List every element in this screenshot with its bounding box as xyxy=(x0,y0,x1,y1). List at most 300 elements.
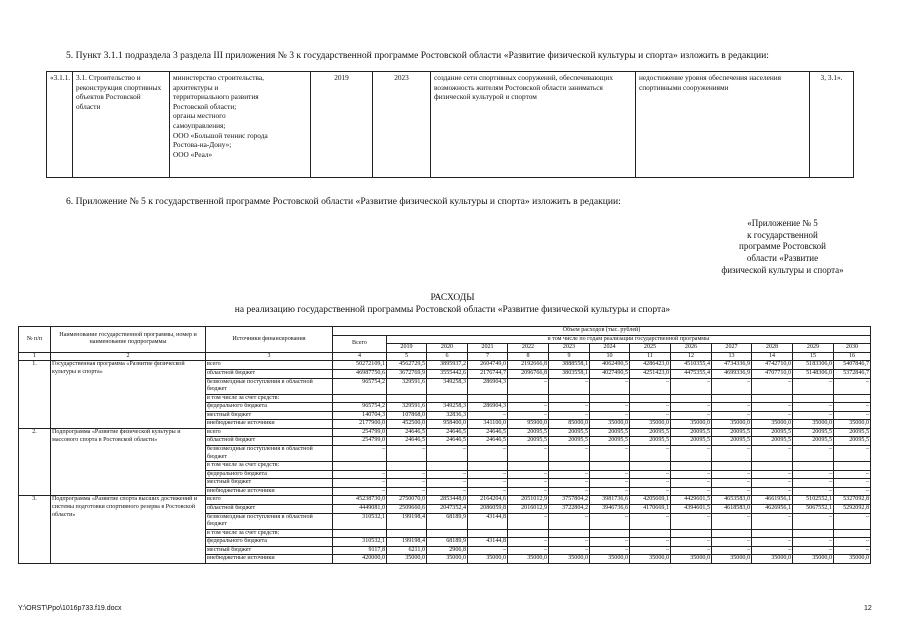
year-value: 43144,8 xyxy=(468,513,508,529)
year-value: 2016012,9 xyxy=(508,504,549,513)
year-value: – xyxy=(793,479,834,488)
year-value: 24646,5 xyxy=(387,428,427,437)
year-value: – xyxy=(712,538,752,547)
year-value: 2750070,0 xyxy=(387,496,427,505)
year-value xyxy=(834,462,871,471)
year-value xyxy=(752,529,793,538)
column-index: 5 xyxy=(387,352,427,361)
year-value: 35000,0 xyxy=(752,555,793,564)
funding-source: федерального бюджета xyxy=(206,403,333,412)
year-value: – xyxy=(712,411,752,420)
year-value: – xyxy=(468,411,508,420)
year-value xyxy=(630,462,671,471)
year-value: – xyxy=(549,378,590,394)
year-value xyxy=(427,394,468,403)
year-value: – xyxy=(712,378,752,394)
indicator-link: 3, 3.1». xyxy=(810,72,854,178)
year-value: – xyxy=(508,446,549,462)
year-value: – xyxy=(508,487,549,496)
year-value: 20095,5 xyxy=(630,428,671,437)
year-value: 35000,0 xyxy=(630,420,671,429)
year-value xyxy=(427,529,468,538)
year-value: 3757804,2 xyxy=(549,496,590,505)
year-value: 349258,3 xyxy=(427,403,468,412)
year-value xyxy=(793,529,834,538)
year-value: – xyxy=(630,538,671,547)
year-value: – xyxy=(508,479,549,488)
total-value: – xyxy=(333,487,387,496)
funding-source: внебюджетные источники xyxy=(206,555,333,564)
year-value xyxy=(468,462,508,471)
year-value: 4027490,5 xyxy=(590,369,630,378)
year-value: – xyxy=(671,479,712,488)
year-value: 4205669,1 xyxy=(630,496,671,505)
column-index: 9 xyxy=(549,352,590,361)
executor-line: ООО «Большой теннис города xyxy=(173,130,268,140)
header-name: Наименование государственной программы, номер и наименование подпрограммы xyxy=(51,327,206,353)
year-value: – xyxy=(427,479,468,488)
year-value: 4510355,4 xyxy=(671,361,712,370)
year-value: – xyxy=(508,411,549,420)
year-value: 341100,0 xyxy=(468,420,508,429)
column-index: 4 xyxy=(333,352,387,361)
year-value xyxy=(590,394,630,403)
year-value: – xyxy=(793,538,834,547)
year-value xyxy=(549,529,590,538)
year-value: 35000,0 xyxy=(712,420,752,429)
year-value: 95900,0 xyxy=(508,420,549,429)
header-year: 2026 xyxy=(671,344,712,353)
year-value: 2164204,6 xyxy=(468,496,508,505)
total-value: 4449081,0 xyxy=(333,504,387,513)
year-value: 329591,6 xyxy=(387,403,427,412)
year-value: – xyxy=(712,479,752,488)
header-total: Всего xyxy=(333,335,387,352)
appendix-line: физической культуры и спорта» xyxy=(721,264,844,275)
total-value: – xyxy=(333,479,387,488)
year-value: – xyxy=(793,487,834,496)
year-value: – xyxy=(752,546,793,555)
year-value: 20095,5 xyxy=(671,437,712,446)
year-value: 286904,3 xyxy=(468,403,508,412)
header-year: 2030 xyxy=(834,344,871,353)
year-value: 4429601,5 xyxy=(671,496,712,505)
year-value: – xyxy=(671,378,712,394)
year-value xyxy=(712,394,752,403)
year-value: – xyxy=(671,470,712,479)
year-value: – xyxy=(468,479,508,488)
year-value: 4707710,0 xyxy=(752,369,793,378)
year-value: – xyxy=(630,470,671,479)
year-value: – xyxy=(590,513,630,529)
year-value xyxy=(590,529,630,538)
year-value: – xyxy=(387,479,427,488)
year-value xyxy=(590,462,630,471)
year-value: – xyxy=(549,487,590,496)
year-value: – xyxy=(630,546,671,555)
year-value: – xyxy=(712,487,752,496)
year-value: – xyxy=(752,411,793,420)
executor-line: архитектуры и xyxy=(173,82,219,92)
funding-source: местный бюджет xyxy=(206,546,333,555)
year-value: 20095,5 xyxy=(671,428,712,437)
executor-line: Ростова-на-Дону»; xyxy=(173,140,232,150)
year-value: 2086059,8 xyxy=(468,504,508,513)
executor-line: территориального развития xyxy=(173,92,259,102)
year-value: 20095,5 xyxy=(508,437,549,446)
year-value: 107868,0 xyxy=(387,411,427,420)
year-value: 20095,5 xyxy=(752,428,793,437)
year-value: 20095,5 xyxy=(712,437,752,446)
table-row xyxy=(19,496,871,505)
year-value: 43144,8 xyxy=(468,538,508,547)
expenses-table xyxy=(18,326,871,564)
year-value: 4170669,1 xyxy=(630,504,671,513)
program-number: 1. xyxy=(19,361,51,428)
year-value: – xyxy=(590,479,630,488)
year-value: – xyxy=(671,538,712,547)
funding-source: федерального бюджета xyxy=(206,538,333,547)
year-value: 5067552,1 xyxy=(793,504,834,513)
year-value: 5327092,8 xyxy=(834,496,871,505)
total-value: 310532,1 xyxy=(333,513,387,529)
year-value: 4653583,0 xyxy=(712,496,752,505)
column-index: 15 xyxy=(793,352,834,361)
year-value: – xyxy=(468,470,508,479)
year-value: 20095,5 xyxy=(630,437,671,446)
executor-line: Ростовской области; xyxy=(173,101,237,111)
year-value xyxy=(549,462,590,471)
year-value: 3803558,1 xyxy=(549,369,590,378)
total-value: 45238730,0 xyxy=(333,496,387,505)
year-value: – xyxy=(712,470,752,479)
end-year: 2023 xyxy=(373,72,431,178)
year-value: 3888558,1 xyxy=(549,361,590,370)
year-value xyxy=(630,394,671,403)
year-value: 35000,0 xyxy=(671,420,712,429)
year-value: 2176744,7 xyxy=(468,369,508,378)
year-value: 4734336,9 xyxy=(712,361,752,370)
year-value: – xyxy=(630,411,671,420)
year-value: – xyxy=(630,479,671,488)
year-value xyxy=(793,462,834,471)
year-value xyxy=(630,529,671,538)
year-value: – xyxy=(549,513,590,529)
total-value: 965754,2 xyxy=(333,378,387,394)
year-value: – xyxy=(671,513,712,529)
header-index-row xyxy=(19,352,871,361)
year-value: 4562729,5 xyxy=(387,361,427,370)
appendix-line: области «Развитие xyxy=(746,253,819,264)
year-value: – xyxy=(834,470,871,479)
year-value xyxy=(508,462,549,471)
year-value: 2192666,8 xyxy=(508,361,549,370)
year-value: – xyxy=(671,403,712,412)
year-value: 35000,0 xyxy=(834,420,871,429)
header-year: 2028 xyxy=(752,344,793,353)
year-value: 4394601,5 xyxy=(671,504,712,513)
year-value: – xyxy=(793,470,834,479)
year-value: – xyxy=(630,513,671,529)
year-value: 5407846,7 xyxy=(834,361,871,370)
year-value: – xyxy=(590,470,630,479)
year-value: – xyxy=(508,403,549,412)
year-value: 35000,0 xyxy=(508,555,549,564)
total-value: 46987750,6 xyxy=(333,369,387,378)
year-value: 3895937,2 xyxy=(427,361,468,370)
year-value: 452500,0 xyxy=(387,420,427,429)
page-number: 12 xyxy=(864,605,872,612)
column-index: 3 xyxy=(206,352,333,361)
year-value: – xyxy=(590,546,630,555)
header-source: Источники финансирования xyxy=(206,327,333,353)
table-row xyxy=(19,361,871,370)
year-value: 4742710,0 xyxy=(752,361,793,370)
year-value: 2604749,0 xyxy=(468,361,508,370)
table-row xyxy=(19,428,871,437)
year-value: – xyxy=(590,446,630,462)
year-value: – xyxy=(630,487,671,496)
year-value: – xyxy=(508,546,549,555)
total-value: 9117,8 xyxy=(333,546,387,555)
year-value xyxy=(387,529,427,538)
year-value: – xyxy=(834,479,871,488)
expected-result: создание сети спортивных сооружений, обеспечивающих возможность жителям Ростовской области заниматься физической культурой и спортом xyxy=(431,72,636,178)
year-value: 35000,0 xyxy=(630,555,671,564)
year-value: – xyxy=(549,479,590,488)
year-value: – xyxy=(793,403,834,412)
year-value: 24646,5 xyxy=(427,428,468,437)
year-value xyxy=(834,394,871,403)
header-year: 2022 xyxy=(508,344,549,353)
year-value: 24646,5 xyxy=(468,428,508,437)
expenses-body xyxy=(19,361,871,563)
year-value: 24646,5 xyxy=(387,437,427,446)
column-index: 13 xyxy=(712,352,752,361)
program-name: Государственная программа «Развитие физической культуры и спорта» xyxy=(51,361,206,428)
appendix-line: «Приложение № 5 xyxy=(747,218,818,228)
program-name: Подпрограмма «Развитие спорта высших достижений и системы подготовки спортивного резерва в Ростовской области» xyxy=(51,496,206,563)
column-index: 16 xyxy=(834,352,871,361)
year-value: 2047352,4 xyxy=(427,504,468,513)
year-value: – xyxy=(630,378,671,394)
year-value: – xyxy=(590,403,630,412)
year-value: – xyxy=(752,446,793,462)
year-value: 35000,0 xyxy=(468,555,508,564)
year-value: – xyxy=(387,446,427,462)
year-value: 20095,5 xyxy=(508,428,549,437)
year-value: 85000,0 xyxy=(549,420,590,429)
total-value: – xyxy=(333,470,387,479)
year-value xyxy=(387,394,427,403)
year-value: – xyxy=(712,513,752,529)
program-name: Подпрограмма «Развитие физической культуры и массового спорта в Ростовской области» xyxy=(51,428,206,495)
year-value: – xyxy=(549,411,590,420)
total-value: 254799,0 xyxy=(333,428,387,437)
year-value: 4661956,1 xyxy=(752,496,793,505)
year-value: – xyxy=(508,513,549,529)
year-value: – xyxy=(590,411,630,420)
header-year: 2024 xyxy=(590,344,630,353)
year-value xyxy=(712,462,752,471)
year-value: 35000,0 xyxy=(834,555,871,564)
column-index: 11 xyxy=(630,352,671,361)
total-value: 965754,2 xyxy=(333,403,387,412)
year-value: 4699336,9 xyxy=(712,369,752,378)
program-number: 2. xyxy=(19,428,51,495)
year-value: 3722804,2 xyxy=(549,504,590,513)
year-value xyxy=(752,394,793,403)
column-index: 8 xyxy=(508,352,549,361)
year-value: 329591,6 xyxy=(387,378,427,394)
year-value: 5183306,0 xyxy=(793,361,834,370)
header-year: 2027 xyxy=(712,344,752,353)
year-value xyxy=(468,529,508,538)
year-value: 20095,5 xyxy=(590,428,630,437)
year-value: 35000,0 xyxy=(793,555,834,564)
executor-line: ООО «Реал» xyxy=(173,149,213,159)
year-value xyxy=(468,394,508,403)
year-value: 20095,5 xyxy=(834,428,871,437)
year-value: 4618583,0 xyxy=(712,504,752,513)
paragraph-5: 5. Пункт 3.1.1 подраздела 3 раздела III приложения № 3 к государственной программе Ростовской области «Развитие физической культуры и спорта» изложить в редакции: xyxy=(66,50,769,61)
funding-source: в том числе за счет средств: xyxy=(206,529,333,538)
year-value: – xyxy=(793,546,834,555)
column-index: 1 xyxy=(19,352,51,361)
year-value: 4251423,0 xyxy=(630,369,671,378)
year-value: 2096766,8 xyxy=(508,369,549,378)
total-value: 310532,1 xyxy=(333,538,387,547)
header-num: № п/п xyxy=(19,327,51,353)
header-year: 2023 xyxy=(549,344,590,353)
year-value: 24646,5 xyxy=(468,437,508,446)
year-value: 6211,0 xyxy=(387,546,427,555)
year-value: 5102552,1 xyxy=(793,496,834,505)
expenses-subtitle: на реализацию государственной программы Ростовской области «Развитие физической культуры и спорта» xyxy=(234,305,671,315)
column-index: 7 xyxy=(468,352,508,361)
year-value: 4475355,4 xyxy=(671,369,712,378)
header-year: 2025 xyxy=(630,344,671,353)
funding-source: внебюджетные источники xyxy=(206,487,333,496)
year-value xyxy=(549,394,590,403)
year-value: – xyxy=(508,538,549,547)
year-value: – xyxy=(549,446,590,462)
year-value: 286904,3 xyxy=(468,378,508,394)
column-index: 2 xyxy=(51,352,206,361)
year-value xyxy=(834,529,871,538)
year-value xyxy=(712,529,752,538)
funding-source: федерального бюджета xyxy=(206,470,333,479)
year-value: 3672769,9 xyxy=(387,369,427,378)
year-value: – xyxy=(468,487,508,496)
year-value: – xyxy=(387,487,427,496)
year-value: – xyxy=(549,538,590,547)
funding-source: всего xyxy=(206,428,333,437)
year-value: – xyxy=(834,446,871,462)
item-number: «3.1.1. xyxy=(47,72,73,178)
program-number: 3. xyxy=(19,496,51,563)
header-year: 2019 xyxy=(387,344,427,353)
year-value: 35000,0 xyxy=(427,555,468,564)
total-value: – xyxy=(333,446,387,462)
year-value: 35000,0 xyxy=(590,555,630,564)
year-value: – xyxy=(752,378,793,394)
year-value: 958400,0 xyxy=(427,420,468,429)
header-year: 2021 xyxy=(468,344,508,353)
total-value: 50272109,1 xyxy=(333,361,387,370)
year-value: – xyxy=(508,470,549,479)
item-3-1-1-row xyxy=(47,72,854,178)
year-value xyxy=(793,394,834,403)
column-index: 6 xyxy=(427,352,468,361)
non-implementation-consequences: недостижение уровня обеспечения населения спортивными сооружениями xyxy=(636,72,810,178)
funding-source: в том числе за счет средств: xyxy=(206,462,333,471)
year-value xyxy=(508,529,549,538)
year-value: – xyxy=(752,538,793,547)
year-value: – xyxy=(468,546,508,555)
year-value: – xyxy=(630,403,671,412)
year-value: – xyxy=(834,538,871,547)
funding-source: безвозмездные поступления в областной бюджет xyxy=(206,513,333,529)
year-value: – xyxy=(793,378,834,394)
year-value xyxy=(752,462,793,471)
year-value: – xyxy=(834,411,871,420)
total-value: 140704,3 xyxy=(333,411,387,420)
appendix-header xyxy=(700,218,865,277)
total-value xyxy=(333,529,387,538)
year-value xyxy=(387,462,427,471)
year-value: – xyxy=(671,546,712,555)
total-value xyxy=(333,462,387,471)
year-value: – xyxy=(752,470,793,479)
year-value: 3555442,6 xyxy=(427,369,468,378)
year-value xyxy=(671,394,712,403)
column-index: 12 xyxy=(671,352,712,361)
year-value: 199198,4 xyxy=(387,513,427,529)
year-value: – xyxy=(549,403,590,412)
year-value: 2853448,0 xyxy=(427,496,468,505)
year-value: – xyxy=(793,513,834,529)
year-value: 20095,5 xyxy=(793,428,834,437)
start-year: 2019 xyxy=(311,72,373,178)
header-year: 2020 xyxy=(427,344,468,353)
year-value: – xyxy=(671,446,712,462)
funding-source: безвозмездные поступления в областной бюджет xyxy=(206,378,333,394)
year-value: 68189,9 xyxy=(427,513,468,529)
year-value: – xyxy=(468,446,508,462)
header-volume: Объем расходов (тыс. рублей) xyxy=(333,327,871,336)
year-value: – xyxy=(834,403,871,412)
year-value: – xyxy=(549,546,590,555)
year-value: 4062490,5 xyxy=(590,361,630,370)
year-value xyxy=(671,529,712,538)
column-index: 14 xyxy=(752,352,793,361)
year-value: – xyxy=(590,487,630,496)
year-value: 5372846,7 xyxy=(834,369,871,378)
funding-source: областной бюджет xyxy=(206,504,333,513)
item-3-1-1-table xyxy=(46,71,854,178)
year-value xyxy=(427,462,468,471)
header-year: 2029 xyxy=(793,344,834,353)
year-value: – xyxy=(834,487,871,496)
year-value: – xyxy=(752,513,793,529)
year-value: – xyxy=(712,446,752,462)
year-value: – xyxy=(793,446,834,462)
year-value: – xyxy=(427,446,468,462)
year-value: – xyxy=(834,546,871,555)
expenses-title-block xyxy=(0,292,905,316)
paragraph-6: 6. Приложение № 5 к государственной программе Ростовской области «Развитие физической культуры и спорта» изложить в редакции: xyxy=(66,196,621,207)
